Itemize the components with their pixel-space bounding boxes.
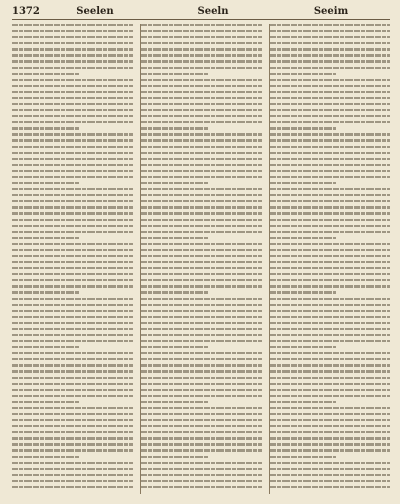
text-line-placeholder <box>12 401 79 403</box>
text-line-placeholder <box>270 401 336 403</box>
text-line-placeholder <box>12 431 133 433</box>
text-line-placeholder <box>12 340 133 342</box>
text-line-placeholder <box>12 443 133 445</box>
text-columns <box>12 24 390 494</box>
text-line-placeholder <box>270 468 390 470</box>
text-line-placeholder <box>12 146 133 148</box>
text-line-placeholder <box>141 255 261 257</box>
text-line-placeholder <box>141 413 261 415</box>
text-line-placeholder <box>270 279 390 281</box>
text-line-placeholder <box>270 243 390 245</box>
text-line-placeholder <box>270 255 390 257</box>
text-line-placeholder <box>141 24 261 26</box>
catchword-center: Seeln <box>197 6 229 17</box>
text-line-placeholder <box>270 443 390 445</box>
text-line-placeholder <box>270 316 390 318</box>
text-line-placeholder <box>12 316 133 318</box>
text-line-placeholder <box>270 474 390 476</box>
text-line-placeholder <box>270 334 390 336</box>
text-line-placeholder <box>141 437 261 439</box>
text-line-placeholder <box>12 212 133 214</box>
text-line-placeholder <box>270 139 390 141</box>
text-line-placeholder <box>12 194 133 196</box>
text-line-placeholder <box>141 79 261 81</box>
column-text-placeholder <box>141 24 261 494</box>
text-line-placeholder <box>12 285 133 287</box>
text-line-placeholder <box>270 370 390 372</box>
text-line-placeholder <box>141 121 261 123</box>
text-line-placeholder <box>12 261 133 263</box>
text-line-placeholder <box>270 85 390 87</box>
text-line-placeholder <box>141 182 207 184</box>
text-line-placeholder <box>270 91 390 93</box>
text-line-placeholder <box>270 395 390 397</box>
text-line-placeholder <box>12 383 133 385</box>
text-line-placeholder <box>270 188 390 190</box>
text-line-placeholder <box>141 164 261 166</box>
text-line-placeholder <box>270 352 390 354</box>
text-line-placeholder <box>141 200 261 202</box>
text-line-placeholder <box>12 164 133 166</box>
text-line-placeholder <box>12 36 133 38</box>
text-line-placeholder <box>141 334 261 336</box>
text-line-placeholder <box>270 182 336 184</box>
text-line-placeholder <box>141 370 261 372</box>
text-line-placeholder <box>12 486 133 488</box>
text-line-placeholder <box>12 352 133 354</box>
text-line-placeholder <box>270 194 390 196</box>
text-line-placeholder <box>270 298 390 300</box>
text-line-placeholder <box>141 67 261 69</box>
text-line-placeholder <box>141 322 261 324</box>
text-line-placeholder <box>270 115 390 117</box>
text-line-placeholder <box>270 413 390 415</box>
text-line-placeholder <box>270 285 390 287</box>
text-line-placeholder <box>141 310 261 312</box>
text-line-placeholder <box>12 322 133 324</box>
text-line-placeholder <box>141 188 261 190</box>
text-line-placeholder <box>270 480 390 482</box>
text-line-placeholder <box>270 383 390 385</box>
text-line-placeholder <box>141 219 261 221</box>
text-line-placeholder <box>12 370 133 372</box>
text-line-placeholder <box>270 328 390 330</box>
text-line-placeholder <box>12 425 133 427</box>
text-line-placeholder <box>12 243 133 245</box>
text-line-placeholder <box>141 358 261 360</box>
text-line-placeholder <box>270 109 390 111</box>
text-line-placeholder <box>12 480 133 482</box>
text-line-placeholder <box>270 431 390 433</box>
text-line-placeholder <box>270 48 390 50</box>
text-line-placeholder <box>141 212 261 214</box>
text-line-placeholder <box>141 109 261 111</box>
text-line-placeholder <box>141 60 261 62</box>
text-line-placeholder <box>141 443 261 445</box>
text-line-placeholder <box>270 449 390 451</box>
text-line-placeholder <box>141 146 261 148</box>
text-line-placeholder <box>270 237 336 239</box>
text-line-placeholder <box>270 36 390 38</box>
text-line-placeholder <box>141 48 261 50</box>
text-line-placeholder <box>141 36 261 38</box>
text-line-placeholder <box>270 152 390 154</box>
text-line-placeholder <box>141 425 261 427</box>
text-line-placeholder <box>141 468 261 470</box>
text-line-placeholder <box>141 291 207 293</box>
text-line-placeholder <box>141 170 261 172</box>
text-line-placeholder <box>12 364 133 366</box>
catchword-left: Seelen <box>76 6 114 17</box>
text-line-placeholder <box>270 322 390 324</box>
text-line-placeholder <box>12 152 133 154</box>
text-line-placeholder <box>141 225 261 227</box>
text-line-placeholder <box>141 249 261 251</box>
text-line-placeholder <box>270 249 390 251</box>
text-line-placeholder <box>270 437 390 439</box>
text-line-placeholder <box>141 298 261 300</box>
text-line-placeholder <box>141 486 261 488</box>
text-line-placeholder <box>12 358 133 360</box>
text-line-placeholder <box>12 67 133 69</box>
page-number: 1372 <box>12 6 40 17</box>
text-line-placeholder <box>12 54 133 56</box>
text-line-placeholder <box>141 340 261 342</box>
text-line-placeholder <box>141 419 261 421</box>
text-line-placeholder <box>141 352 261 354</box>
text-line-placeholder <box>12 24 133 26</box>
text-line-placeholder <box>270 73 336 75</box>
text-line-placeholder <box>141 456 207 458</box>
text-line-placeholder <box>270 60 390 62</box>
text-line-placeholder <box>270 358 390 360</box>
text-line-placeholder <box>270 219 390 221</box>
text-line-placeholder <box>270 170 390 172</box>
text-line-placeholder <box>270 67 390 69</box>
text-line-placeholder <box>12 231 133 233</box>
text-line-placeholder <box>141 127 207 129</box>
text-line-placeholder <box>12 127 79 129</box>
text-line-placeholder <box>141 152 261 154</box>
text-line-placeholder <box>12 139 133 141</box>
text-line-placeholder <box>141 243 261 245</box>
text-line-placeholder <box>141 346 207 348</box>
text-line-placeholder <box>270 158 390 160</box>
text-line-placeholder <box>12 395 133 397</box>
text-line-placeholder <box>12 73 79 75</box>
text-line-placeholder <box>12 474 133 476</box>
text-line-placeholder <box>141 91 261 93</box>
text-line-placeholder <box>12 389 133 391</box>
text-line-placeholder <box>12 158 133 160</box>
text-line-placeholder <box>141 194 261 196</box>
text-line-placeholder <box>12 468 133 470</box>
text-line-placeholder <box>12 328 133 330</box>
text-line-placeholder <box>141 401 207 403</box>
text-line-placeholder <box>141 364 261 366</box>
text-line-placeholder <box>141 97 261 99</box>
text-line-placeholder <box>270 164 390 166</box>
text-line-placeholder <box>141 115 261 117</box>
text-line-placeholder <box>270 273 390 275</box>
text-line-placeholder <box>12 200 133 202</box>
text-line-placeholder <box>141 261 261 263</box>
text-line-placeholder <box>12 279 133 281</box>
text-line-placeholder <box>270 364 390 366</box>
text-line-placeholder <box>270 291 336 293</box>
text-line-placeholder <box>270 340 390 342</box>
text-line-placeholder <box>12 346 79 348</box>
column-middle <box>140 24 261 494</box>
text-line-placeholder <box>141 158 261 160</box>
text-line-placeholder <box>12 121 133 123</box>
column-right <box>269 24 390 494</box>
text-line-placeholder <box>141 316 261 318</box>
text-line-placeholder <box>141 449 261 451</box>
text-line-placeholder <box>12 377 133 379</box>
text-line-placeholder <box>270 261 390 263</box>
text-line-placeholder <box>12 79 133 81</box>
text-line-placeholder <box>12 437 133 439</box>
text-line-placeholder <box>270 133 390 135</box>
text-line-placeholder <box>270 389 390 391</box>
text-line-placeholder <box>270 462 390 464</box>
text-line-placeholder <box>141 30 261 32</box>
text-line-placeholder <box>270 24 390 26</box>
text-line-placeholder <box>12 298 133 300</box>
text-line-placeholder <box>141 103 261 105</box>
text-line-placeholder <box>12 182 79 184</box>
text-line-placeholder <box>141 285 261 287</box>
text-line-placeholder <box>12 97 133 99</box>
text-line-placeholder <box>270 310 390 312</box>
text-line-placeholder <box>12 419 133 421</box>
text-line-placeholder <box>141 139 261 141</box>
text-line-placeholder <box>12 291 79 293</box>
text-line-placeholder <box>141 176 261 178</box>
text-line-placeholder <box>270 54 390 56</box>
text-line-placeholder <box>141 231 261 233</box>
text-line-placeholder <box>141 304 261 306</box>
text-line-placeholder <box>12 310 133 312</box>
text-line-placeholder <box>12 48 133 50</box>
text-line-placeholder <box>270 127 336 129</box>
text-line-placeholder <box>270 30 390 32</box>
text-line-placeholder <box>270 121 390 123</box>
text-line-placeholder <box>12 304 133 306</box>
text-line-placeholder <box>270 456 336 458</box>
text-line-placeholder <box>270 212 390 214</box>
text-line-placeholder <box>270 419 390 421</box>
catchword-right: Seeim <box>313 6 349 17</box>
text-line-placeholder <box>12 206 133 208</box>
text-line-placeholder <box>141 395 261 397</box>
text-line-placeholder <box>12 255 133 257</box>
text-line-placeholder <box>270 225 390 227</box>
text-line-placeholder <box>270 79 390 81</box>
text-line-placeholder <box>141 237 207 239</box>
text-line-placeholder <box>141 377 261 379</box>
text-line-placeholder <box>141 85 261 87</box>
text-line-placeholder <box>141 273 261 275</box>
text-line-placeholder <box>270 97 390 99</box>
text-line-placeholder <box>141 73 207 75</box>
text-line-placeholder <box>270 346 336 348</box>
text-line-placeholder <box>270 103 390 105</box>
text-line-placeholder <box>141 133 261 135</box>
running-header <box>12 6 390 20</box>
text-line-placeholder <box>12 407 133 409</box>
text-line-placeholder <box>12 109 133 111</box>
text-line-placeholder <box>12 42 133 44</box>
text-line-placeholder <box>12 249 133 251</box>
text-line-placeholder <box>141 267 261 269</box>
column-text-placeholder <box>270 24 390 494</box>
text-line-placeholder <box>270 200 390 202</box>
text-line-placeholder <box>12 456 79 458</box>
text-line-placeholder <box>12 91 133 93</box>
text-line-placeholder <box>12 413 133 415</box>
text-line-placeholder <box>12 85 133 87</box>
text-line-placeholder <box>141 54 261 56</box>
text-line-placeholder <box>12 170 133 172</box>
text-line-placeholder <box>141 206 261 208</box>
text-line-placeholder <box>141 480 261 482</box>
text-line-placeholder <box>12 30 133 32</box>
text-line-placeholder <box>12 334 133 336</box>
text-line-placeholder <box>12 133 133 135</box>
text-line-placeholder <box>12 60 133 62</box>
text-line-placeholder <box>270 407 390 409</box>
text-line-placeholder <box>270 425 390 427</box>
text-line-placeholder <box>141 474 261 476</box>
text-line-placeholder <box>270 304 390 306</box>
text-line-placeholder <box>141 462 261 464</box>
text-line-placeholder <box>12 267 133 269</box>
text-line-placeholder <box>12 273 133 275</box>
text-line-placeholder <box>12 449 133 451</box>
text-line-placeholder <box>141 279 261 281</box>
text-line-placeholder <box>12 188 133 190</box>
text-line-placeholder <box>12 219 133 221</box>
text-line-placeholder <box>141 389 261 391</box>
text-line-placeholder <box>270 267 390 269</box>
text-line-placeholder <box>141 42 261 44</box>
column-left <box>12 24 133 494</box>
text-line-placeholder <box>141 431 261 433</box>
text-line-placeholder <box>270 146 390 148</box>
text-line-placeholder <box>12 176 133 178</box>
text-line-placeholder <box>270 377 390 379</box>
text-line-placeholder <box>270 42 390 44</box>
text-line-placeholder <box>12 103 133 105</box>
text-line-placeholder <box>12 237 79 239</box>
text-line-placeholder <box>270 231 390 233</box>
text-line-placeholder <box>12 115 133 117</box>
text-line-placeholder <box>12 225 133 227</box>
text-line-placeholder <box>270 486 390 488</box>
text-line-placeholder <box>270 206 390 208</box>
column-text-placeholder <box>12 24 133 494</box>
text-line-placeholder <box>141 328 261 330</box>
text-line-placeholder <box>141 383 261 385</box>
text-line-placeholder <box>270 176 390 178</box>
text-line-placeholder <box>12 462 133 464</box>
text-line-placeholder <box>141 407 261 409</box>
